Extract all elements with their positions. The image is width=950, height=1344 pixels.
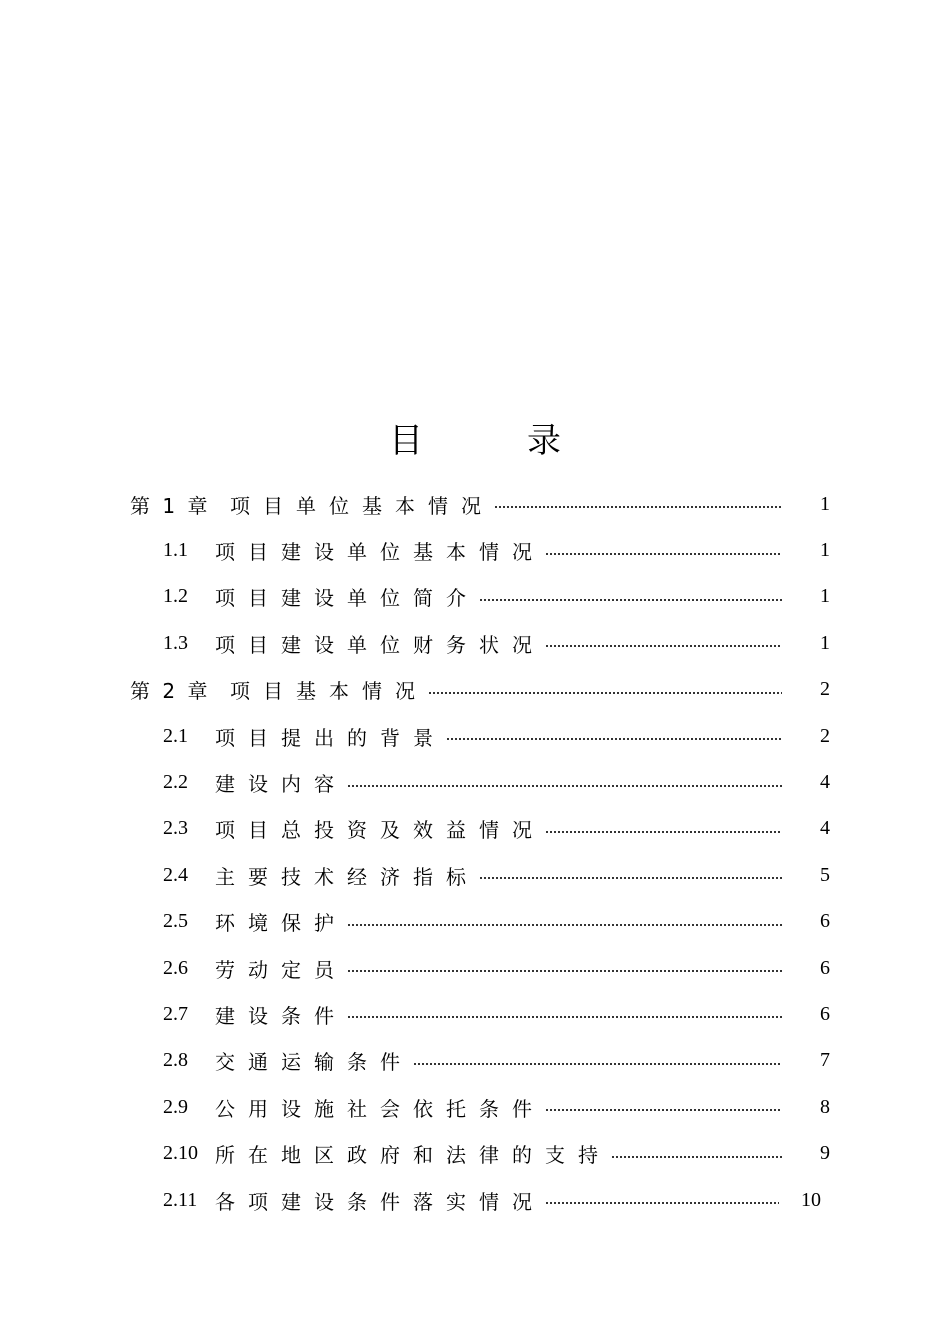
dot-leader xyxy=(545,831,782,833)
dot-leader xyxy=(347,924,782,926)
toc-entry-2-9[interactable] xyxy=(0,1084,950,1130)
dot-leader xyxy=(545,1202,779,1204)
toc-entry-label: 项目建设单位基本情况 xyxy=(215,540,545,565)
toc-entry-1-2[interactable] xyxy=(0,574,950,620)
toc-entry-page: 6 xyxy=(820,956,830,979)
toc-entry-2-6[interactable] xyxy=(0,945,950,991)
toc-entry-2-8[interactable] xyxy=(0,1038,950,1084)
toc-entry-label: 主要技术经济指标 xyxy=(215,864,479,889)
toc-entry-chapter-1[interactable] xyxy=(0,481,950,527)
toc-entry-page: 1 xyxy=(820,631,830,654)
dot-leader xyxy=(347,970,782,972)
toc-entry-2-7[interactable] xyxy=(0,991,950,1037)
toc-entry-page: 1 xyxy=(820,492,830,515)
toc-title xyxy=(0,418,950,464)
toc-entry-number: 第 1 章 xyxy=(130,493,211,518)
dot-leader xyxy=(347,785,782,787)
dot-leader xyxy=(479,599,782,601)
toc-entry-label: 劳动定员 xyxy=(215,957,347,982)
dot-leader xyxy=(545,1109,782,1111)
toc-entry-page: 10 xyxy=(801,1188,821,1211)
toc-entry-label: 公用设施社会依托条件 xyxy=(215,1096,545,1121)
toc-entry-number: 2.6 xyxy=(163,956,188,979)
toc-entry-number: 2.1 xyxy=(163,724,188,747)
toc-entry-label: 环境保护 xyxy=(215,911,347,936)
dot-leader xyxy=(545,645,782,647)
toc-entry-label: 所在地区政府和法律的支持 xyxy=(215,1143,611,1168)
toc-entry-label: 项目总投资及效益情况 xyxy=(215,818,545,843)
toc-entry-page: 6 xyxy=(820,910,830,933)
dot-leader xyxy=(479,877,782,879)
toc-title-left-char: 目 xyxy=(389,421,423,461)
toc-entry-label: 各项建设条件落实情况 xyxy=(215,1189,545,1214)
toc-entry-number: 2.5 xyxy=(163,910,188,933)
toc-entry-label: 交通运输条件 xyxy=(215,1050,413,1075)
toc-entry-number: 2.11 xyxy=(163,1188,198,1211)
toc-entry-number: 第 2 章 xyxy=(130,679,211,704)
toc-entry-chapter-2[interactable] xyxy=(0,667,950,713)
toc-entry-number: 2.2 xyxy=(163,771,188,794)
toc-entry-page: 4 xyxy=(820,771,830,794)
toc-entry-label: 项目单位基本情况 xyxy=(230,493,494,518)
toc-entry-label: 项目建设单位简介 xyxy=(215,586,479,611)
dot-leader xyxy=(446,738,782,740)
dot-leader xyxy=(611,1156,782,1158)
toc-entry-page: 8 xyxy=(820,1095,830,1118)
toc-entry-1-3[interactable] xyxy=(0,620,950,666)
toc-entry-page: 1 xyxy=(820,585,830,608)
toc-entry-page: 9 xyxy=(820,1142,830,1165)
dot-leader xyxy=(545,553,782,555)
toc-entry-page: 7 xyxy=(820,1049,830,1072)
dot-leader xyxy=(494,506,782,508)
toc-entry-2-2[interactable] xyxy=(0,759,950,805)
toc-entry-2-1[interactable] xyxy=(0,713,950,759)
toc-entry-label: 项目提出的背景 xyxy=(215,725,446,750)
toc-title-right-char: 录 xyxy=(527,421,561,461)
toc-entry-number: 2.7 xyxy=(163,1002,188,1025)
toc-entry-2-3[interactable] xyxy=(0,806,950,852)
dot-leader xyxy=(428,692,782,694)
toc-entry-2-11[interactable] xyxy=(0,1177,950,1223)
toc-entry-2-5[interactable] xyxy=(0,899,950,945)
dot-leader xyxy=(347,1016,782,1018)
toc-entry-page: 2 xyxy=(820,678,830,701)
toc-entry-2-4[interactable] xyxy=(0,852,950,898)
toc-entry-page: 5 xyxy=(820,863,830,886)
toc-entry-page: 6 xyxy=(820,1002,830,1025)
toc-entry-page: 4 xyxy=(820,817,830,840)
toc-entry-2-10[interactable] xyxy=(0,1130,950,1176)
dot-leader xyxy=(413,1063,782,1065)
toc-entry-number: 1.3 xyxy=(163,631,188,654)
toc-entry-page: 1 xyxy=(820,539,830,562)
toc-entry-number: 2.8 xyxy=(163,1049,188,1072)
toc-entry-label: 建设条件 xyxy=(215,1003,347,1028)
toc-entry-number: 2.3 xyxy=(163,817,188,840)
toc-entry-label: 项目基本情况 xyxy=(230,679,428,704)
toc-entry-number: 2.10 xyxy=(163,1142,198,1165)
toc-entry-page: 2 xyxy=(820,724,830,747)
table-of-contents xyxy=(0,481,950,1223)
toc-entry-number: 1.1 xyxy=(163,539,188,562)
toc-entry-number: 2.4 xyxy=(163,863,188,886)
toc-entry-1-1[interactable] xyxy=(0,527,950,573)
toc-entry-label: 建设内容 xyxy=(215,772,347,797)
toc-entry-label: 项目建设单位财务状况 xyxy=(215,632,545,657)
toc-entry-number: 2.9 xyxy=(163,1095,188,1118)
toc-entry-number: 1.2 xyxy=(163,585,188,608)
